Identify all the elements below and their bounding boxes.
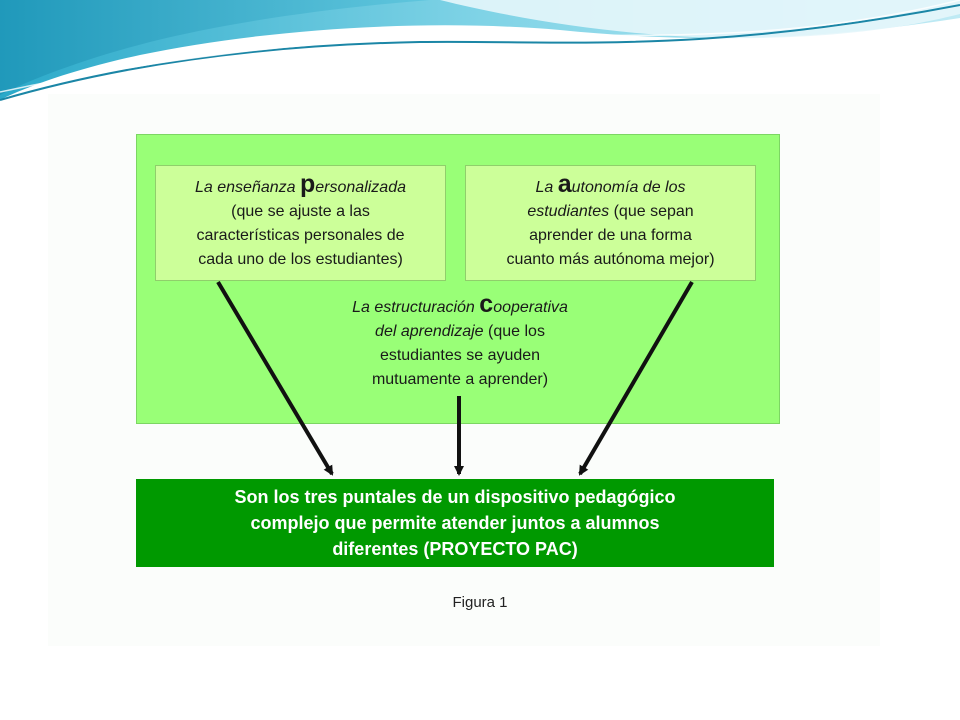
box-personalized-line-2: (que se ajuste a las (231, 203, 370, 220)
figure-caption: Figura 1 (452, 594, 508, 611)
box-autonomy-line-1: La autonomía de los (535, 170, 686, 198)
box-personalized-line-3: características personales de (196, 227, 405, 244)
box-personalized-line-4: cada uno de los estudiantes) (198, 251, 403, 268)
box-cooperative-line-1: La estructuración cooperativa (352, 290, 568, 318)
arrow-autonomy-to-result (580, 282, 692, 474)
box-personalized-line-1: La enseñanza personalizada (195, 170, 406, 198)
result-line-2: complejo que permite atender juntos a alumnos (250, 513, 660, 533)
box-autonomy-line-2: estudiantes (que sepan (527, 203, 694, 220)
box-cooperative-line-3: estudiantes se ayuden (379, 347, 541, 364)
box-autonomy-line-4: cuanto más autónoma mejor) (506, 251, 715, 268)
result-line-1: Son los tres puntales de un dispositivo pedagógico (234, 487, 676, 507)
arrow-personalized-to-result (218, 282, 332, 474)
box-autonomy-line-3: aprender de una forma (529, 227, 692, 244)
box-cooperative-line-2: del aprendizaje (que los (375, 323, 545, 340)
result-box (136, 479, 774, 567)
box-cooperative-line-4: mutuamente a aprender) (371, 371, 549, 388)
result-line-3: diferentes (PROYECTO PAC) (332, 539, 578, 559)
